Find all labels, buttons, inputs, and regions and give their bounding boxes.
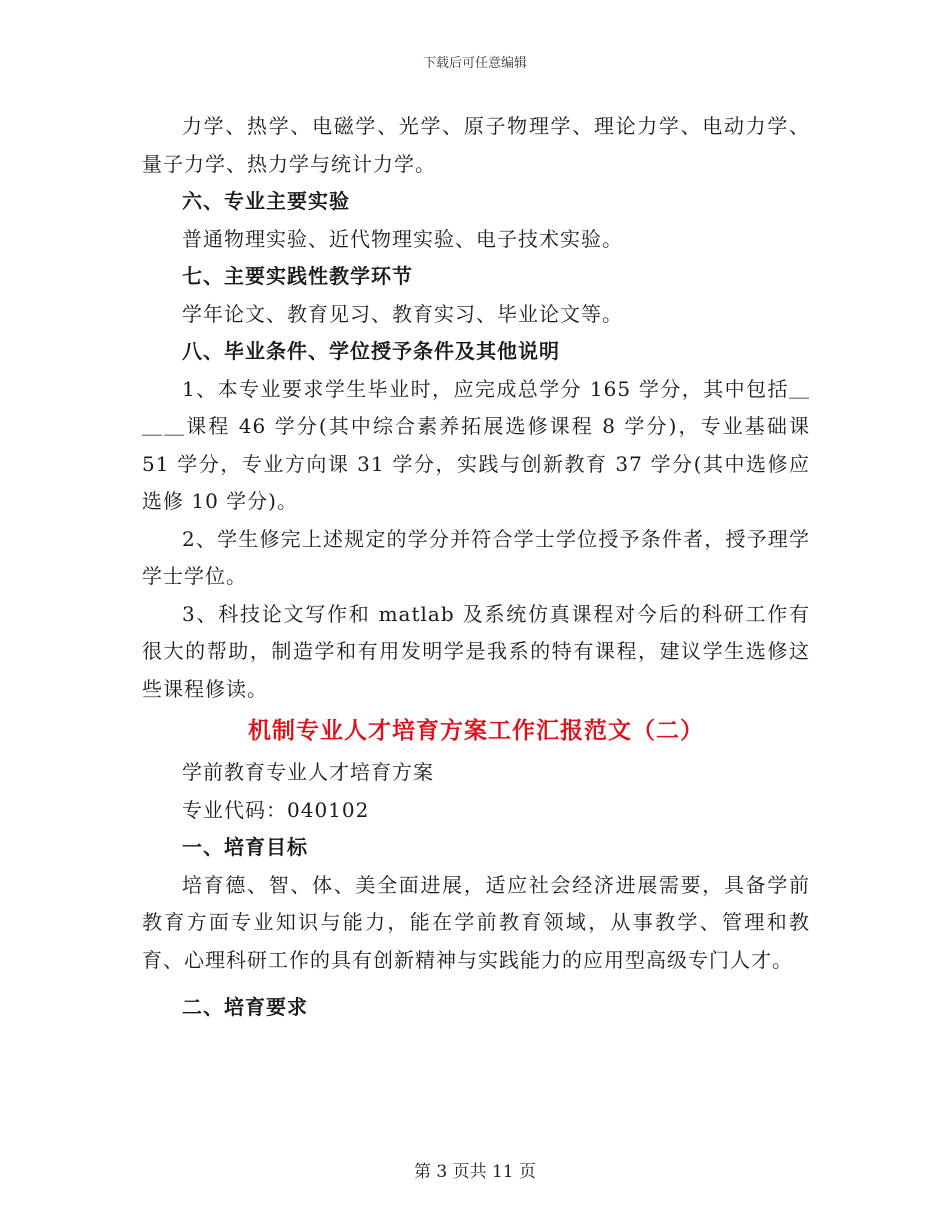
heading-training-requirements: 二、培育要求 [182,995,308,1019]
spacer [142,979,810,989]
page-header: 下载后可任意编辑 [422,56,527,71]
page-footer: 第 3 页共 11 页 [413,1162,537,1182]
heading-main-experiments: 六、专业主要实验 [182,189,350,213]
paragraph-degree: 2、学生修完上述规定的学分并符合学士学位授予条件者，授予理学学士学位。 [142,526,810,588]
paragraph-program-name: 学前教育专业人才培育方案 [182,760,434,784]
heading-practice-teaching: 七、主要实践性教学环节 [182,264,413,288]
heading-graduation-conditions: 八、毕业条件、学位授予条件及其他说明 [182,339,560,363]
document-body [142,108,810,1027]
paragraph-experiments: 普通物理实验、近代物理实验、电子技术实验。 [182,226,623,251]
paragraph-physics-courses: 力学、热学、电磁学、光学、原子物理学、理论力学、电动力学、量子力学、热力学与统计力学。 [142,114,810,176]
heading-training-goals: 一、培育目标 [182,835,308,859]
section-title: 机制专业人才培育方案工作汇报范文（二） [248,717,704,744]
paragraph-program-code: 专业代码：040102 [182,797,370,822]
paragraph-credits: 1、本专业要求学生毕业时，应完成总学分 165 学分，其中包括＿＿＿课程 46 学分(其中综合素养拓展选修课程 8 学分)，专业基础课 51 学分，专业方向课 31 学分，实践与创新教育 37 学分(其中选修应选修 10 学分)。 [142,376,810,513]
paragraph-practice: 学年论文、教育见习、教育实习、毕业论文等。 [182,301,623,326]
paragraph-courses-advice: 3、科技论文写作和 matlab 及系统仿真课程对今后的科研工作有很大的帮助，制造学和有用发明学是我系的特有课程，建议学生选修这些课程修读。 [142,601,810,701]
paragraph-training-goals: 培育德、智、体、美全面进展，适应社会经济进展需要，具备学前教育方面专业知识与能力，能在学前教育领域，从事教学、管理和教育、心理科研工作的具有创新精神与实践能力的应用型高级专门人才。 [142,872,810,972]
